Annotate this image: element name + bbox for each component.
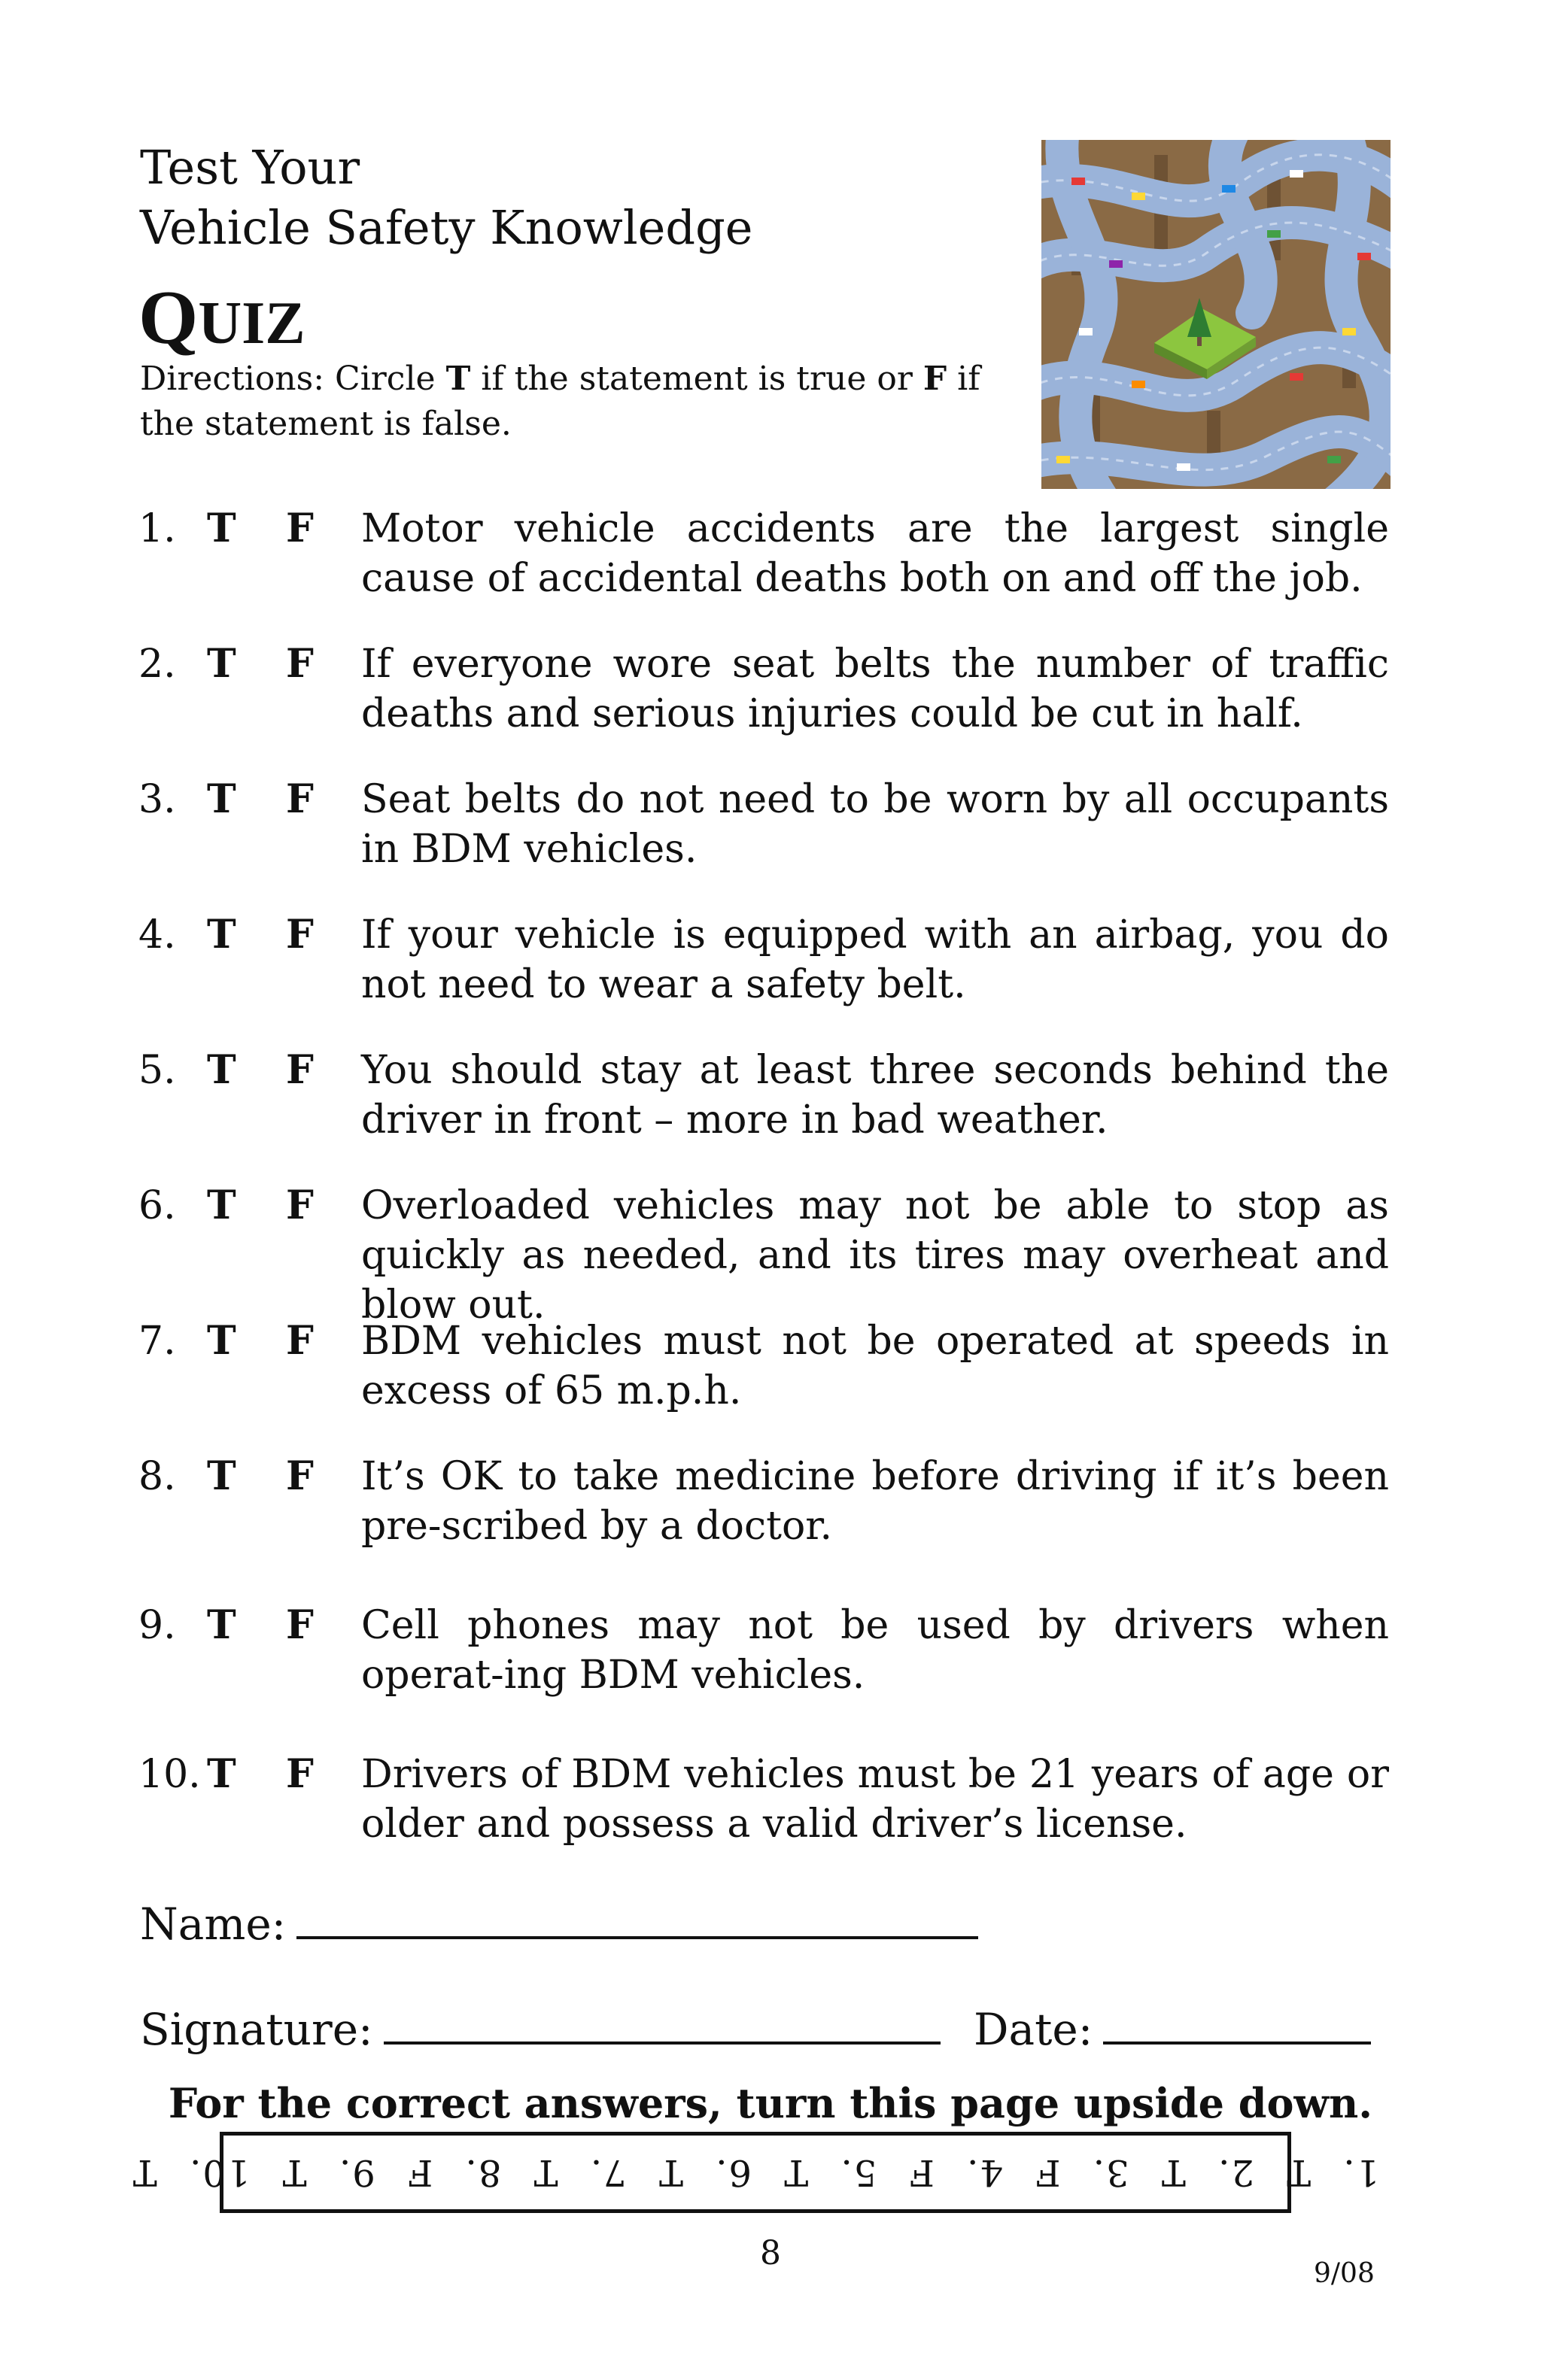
question-number: 10. [138,1752,201,1797]
question-number: 7. [138,1319,176,1364]
false-option[interactable]: F [286,641,314,687]
answer-key-box [131,2132,1380,2213]
directions-true-letter: T [445,360,471,398]
name-row [140,1894,978,1954]
directions-suffix: if the statement is false. [140,360,980,443]
name-label: Name: [140,1899,287,1950]
question-text: It’s OK to take medicine before driving if it’s been pre-scribed by a doctor. [361,1454,1389,1549]
false-option[interactable]: F [286,1182,314,1228]
false-option[interactable]: F [286,1453,314,1499]
question-text: Cell phones may not be used by drivers when operat-ing BDM vehicles. [361,1603,1389,1698]
signature-field[interactable] [384,2002,941,2045]
question-text: BDM vehicles must not be operated at speeds in excess of 65 m.p.h. [361,1319,1389,1413]
true-option[interactable]: T [207,641,236,687]
signature-row [140,1999,941,2060]
question-10 [0,1750,1541,1855]
false-option[interactable]: F [286,776,314,822]
question-7 [0,1316,1541,1422]
revision-date: 9/08 [1314,2258,1375,2289]
true-option[interactable]: T [207,1047,236,1093]
name-field[interactable] [296,1897,978,1939]
true-option[interactable]: T [207,505,236,551]
true-option[interactable]: T [207,776,236,822]
false-option[interactable]: F [286,1602,314,1648]
question-6 [0,1181,1541,1328]
question-number: 1. [138,506,176,551]
true-option[interactable]: T [207,1182,236,1228]
true-option[interactable]: T [207,1751,236,1797]
question-3 [0,775,1541,880]
title-line-1: Test Your [140,140,360,195]
directions-middle: if the statement is true or [470,360,923,398]
question-number: 5. [138,1048,176,1093]
quiz-heading-initial: Q [138,275,199,360]
question-text: Motor vehicle accidents are the largest single cause of accidental deaths both on and off the job. [361,506,1389,601]
quiz-heading [138,275,305,360]
question-text: If your vehicle is equipped with an airbag, you do not need to wear a safety belt. [361,912,1389,1007]
question-number: 9. [138,1603,176,1648]
true-option[interactable]: T [207,912,236,958]
question-text: Seat belts do not need to be worn by all occupants in BDM vehicles. [361,777,1389,872]
true-option[interactable]: T [207,1318,236,1364]
page-number: 8 [760,2234,781,2272]
question-text: If everyone wore seat belts the number of traffic deaths and serious injuries could be cut in half. [361,642,1389,736]
true-option[interactable]: T [207,1602,236,1648]
highway-interchange-illustration [1041,140,1391,489]
false-option[interactable]: F [286,1751,314,1797]
directions-prefix: Directions: Circle [140,360,446,398]
false-option[interactable]: F [286,912,314,958]
question-9 [0,1601,1541,1706]
question-1 [0,504,1541,609]
false-option[interactable]: F [286,1318,314,1364]
question-number: 4. [138,912,176,958]
true-option[interactable]: T [207,1453,236,1499]
title-line-2: Vehicle Safety Knowledge [140,200,753,255]
quiz-heading-rest: UIZ [198,290,305,357]
directions-false-letter: F [922,360,947,398]
question-text: You should stay at least three seconds behind the driver in front – more in bad weather. [361,1048,1389,1143]
question-2 [0,639,1541,745]
question-4 [0,910,1541,1015]
date-row [974,1999,1371,2060]
question-text: Drivers of BDM vehicles must be 21 years of age or older and possess a valid driver’s license. [361,1752,1389,1847]
false-option[interactable]: F [286,505,314,551]
directions [140,357,1028,447]
false-option[interactable]: F [286,1047,314,1093]
question-text: Overloaded vehicles may not be able to stop as quickly as needed, and its tires may overheat and blow out. [361,1183,1389,1328]
signature-label: Signature: [140,2004,373,2055]
date-field[interactable] [1103,2002,1371,2045]
answer-instruction: For the correct answers, turn this page upside down. [168,2079,1373,2127]
question-number: 6. [138,1183,176,1228]
answer-key-upside-down: 1. T 2. T 3. F 4. F 5. T 6. T 7. T 8. F 9. T 10. T [131,2151,1380,2193]
question-number: 8. [138,1454,176,1499]
question-5 [0,1046,1541,1151]
question-number: 2. [138,642,176,687]
question-8 [0,1452,1541,1557]
question-number: 3. [138,777,176,822]
date-label: Date: [974,2004,1093,2055]
